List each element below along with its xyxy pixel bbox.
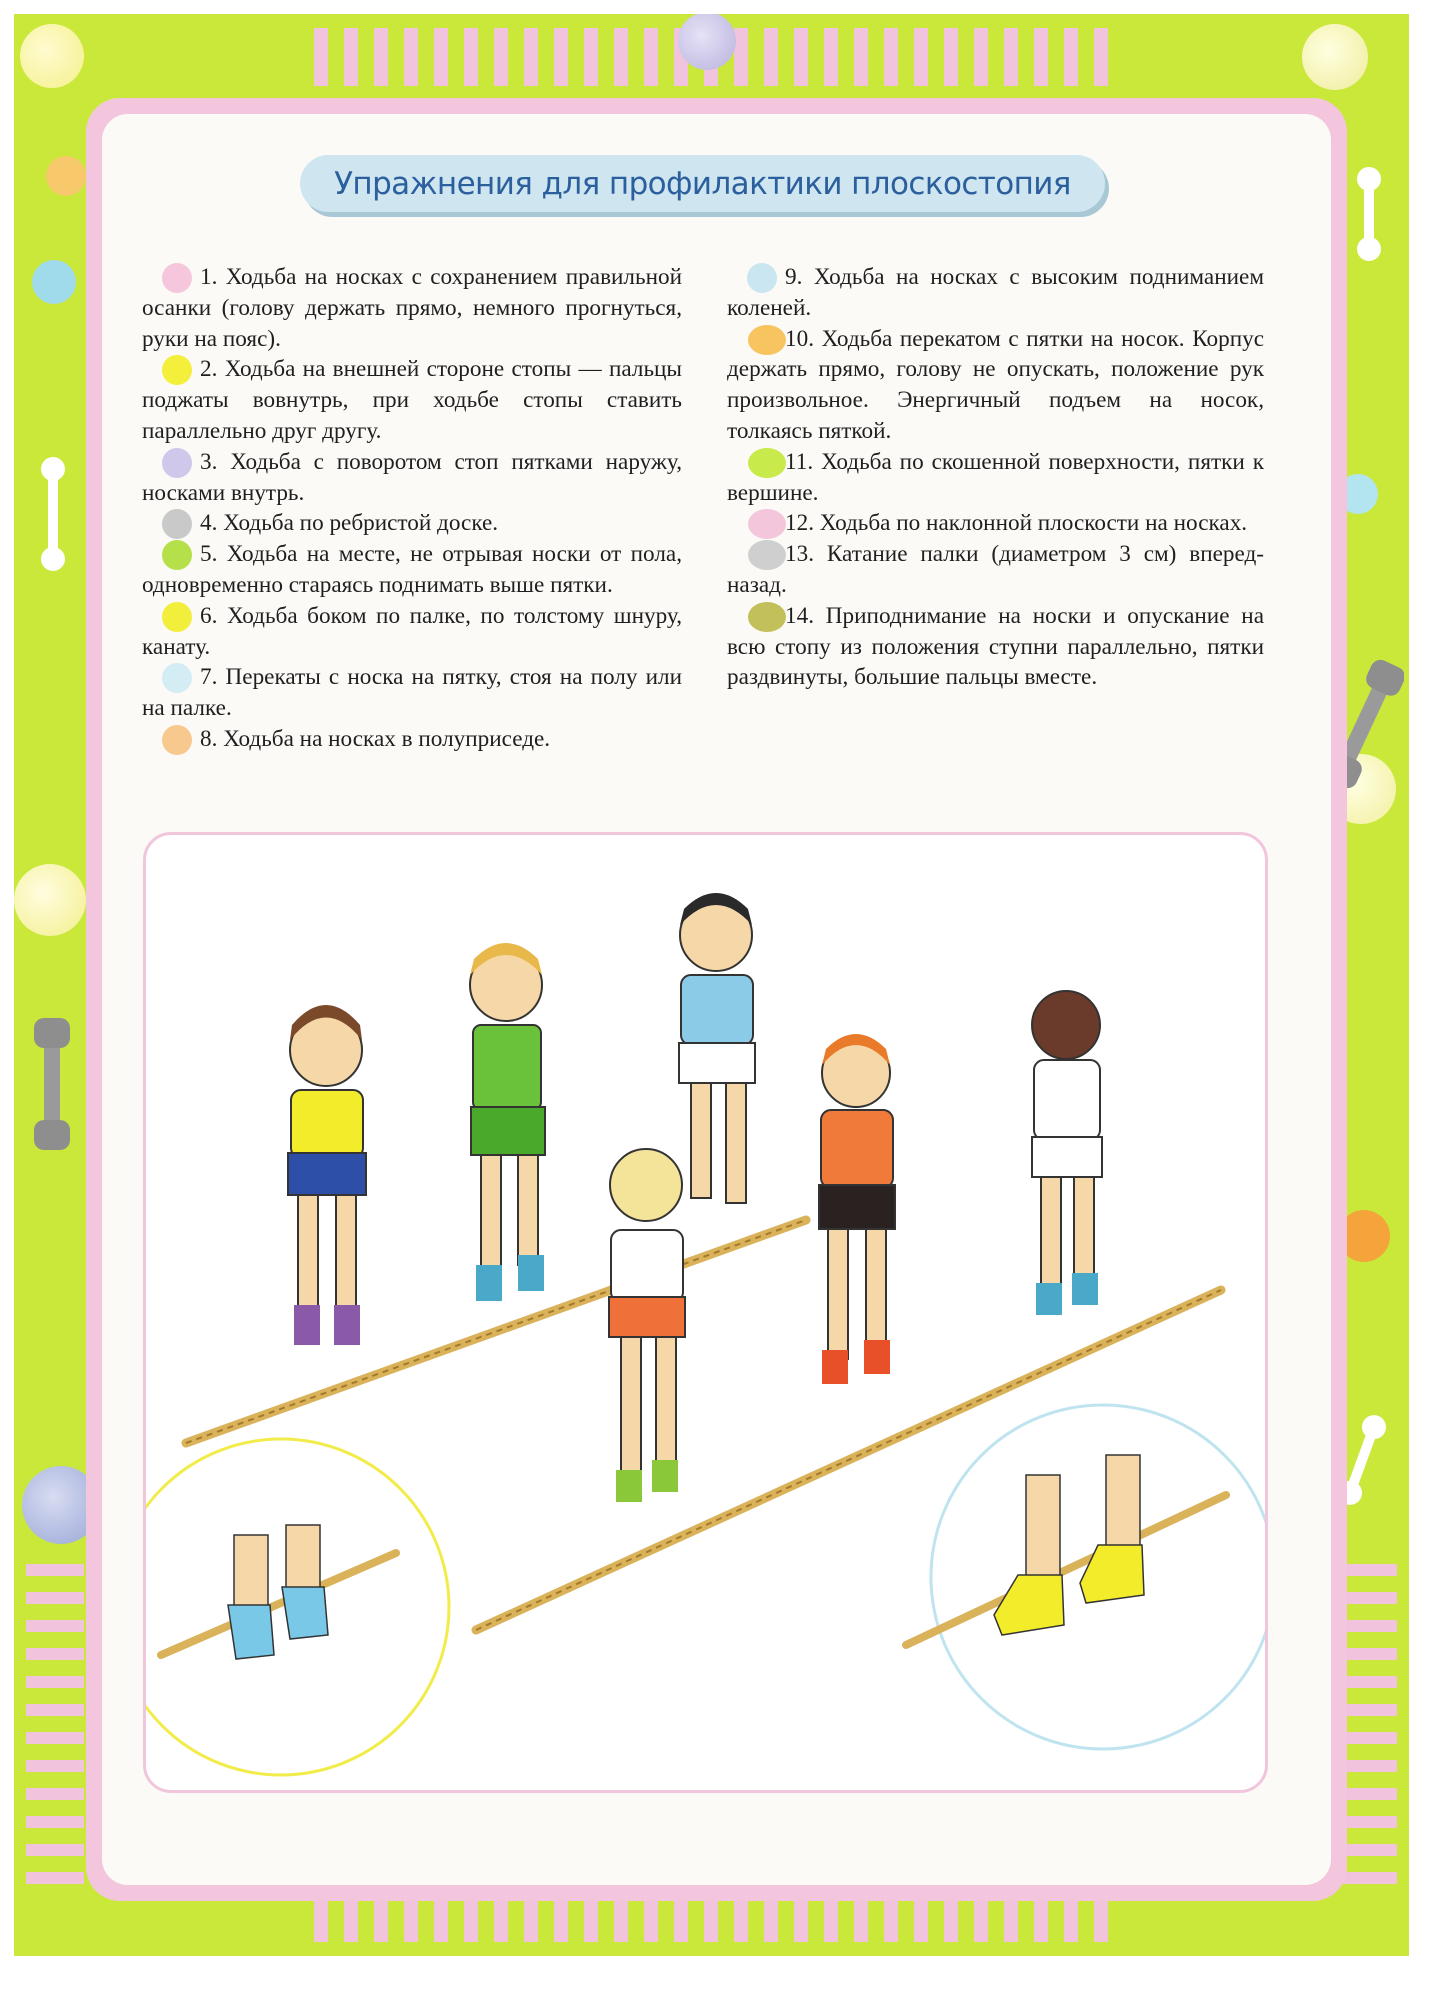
exercise-number: 2. xyxy=(171,354,217,385)
exercise-item xyxy=(727,539,1264,601)
exercise-item xyxy=(727,262,1264,324)
exercise-number: 5. xyxy=(171,539,217,570)
exercise-item xyxy=(727,324,1264,447)
exercise-item xyxy=(142,662,682,724)
exercise-number: 7. xyxy=(171,662,217,693)
exercise-item xyxy=(727,508,1264,539)
exercise-number: 12. xyxy=(756,508,814,539)
exercise-item xyxy=(727,447,1264,509)
exercise-number: 14. xyxy=(756,601,814,632)
ball-decoration xyxy=(32,260,76,304)
right-stripes xyxy=(1339,1564,1397,1894)
exercise-number: 6. xyxy=(171,601,217,632)
exercise-list-right xyxy=(727,262,1264,693)
exercise-item xyxy=(142,354,682,446)
feet-inset-left xyxy=(146,1439,449,1775)
child-figure xyxy=(470,943,545,1301)
dumbbell-decoration xyxy=(24,1014,80,1154)
exercise-item xyxy=(142,724,682,755)
page-title: Упражнения для профилактики плоскостопия xyxy=(334,165,1071,202)
exercise-number: 3. xyxy=(171,447,217,478)
child-figure xyxy=(288,1005,366,1345)
exercise-text: Ходьба боком по палке, по толстому шнуру, канату. xyxy=(142,602,682,660)
exercise-item xyxy=(142,508,682,539)
child-figure xyxy=(609,1149,685,1502)
exercise-text: Ходьба перекатом с пятки на носок. Корпус держать прямо, голову не опускать, положение рук произвольное. Энергичный подъем на носок, толкаясь пяткой. xyxy=(727,325,1265,444)
exercise-item xyxy=(142,601,682,663)
exercise-text: Ходьба на носках с сохранением правильной осанки (голову держать прямо, немного прогнуться, руки на пояс). xyxy=(142,264,682,352)
exercise-item xyxy=(142,262,682,354)
children-walking-illustration xyxy=(146,835,1265,1790)
exercise-number: 9. xyxy=(756,262,802,293)
exercise-text: Ходьба по ребристой доске. xyxy=(223,510,499,537)
ball-decoration xyxy=(46,156,86,196)
child-figure xyxy=(1032,991,1102,1315)
title-banner xyxy=(300,155,1105,212)
exercise-number: 1. xyxy=(171,262,217,293)
exercise-number: 4. xyxy=(171,508,217,539)
ball-decoration xyxy=(14,864,86,936)
exercise-text: Ходьба с поворотом стоп пятками наружу, носками внутрь. xyxy=(142,448,682,506)
exercise-item xyxy=(142,539,682,601)
child-figure xyxy=(819,1034,895,1384)
exercise-text: Ходьба по наклонной плоскости на носках. xyxy=(819,510,1248,537)
feet-inset-right xyxy=(906,1405,1265,1749)
exercise-number: 10. xyxy=(756,324,814,355)
exercise-text: Ходьба на носках в полуприседе. xyxy=(223,725,551,752)
exercise-text: Ходьба на носках с высоким подниманием коленей. xyxy=(727,264,1264,321)
illustration-panel xyxy=(143,832,1268,1793)
exercise-text: Перекаты с носка на пятку, стоя на полу или на палке. xyxy=(142,664,682,722)
ball-decoration xyxy=(678,14,736,70)
child-figure xyxy=(679,893,755,1203)
dumbbell-decoration xyxy=(28,454,78,574)
exercise-item xyxy=(142,447,682,509)
exercise-number: 13. xyxy=(756,539,814,570)
exercise-number: 8. xyxy=(171,724,217,755)
exercise-item xyxy=(727,601,1264,693)
exercise-text: Ходьба по скошенной поверхности, пятки к вершине. xyxy=(727,448,1264,506)
exercise-number: 11. xyxy=(756,447,813,478)
exercise-text: Ходьба на внешней стороне стопы — пальцы поджаты вовнутрь, при ходьбе стопы ставить параллельно друг другу. xyxy=(142,356,683,444)
exercise-list-left xyxy=(142,262,682,755)
exercise-text: Катание палки (диаметром 3 см) вперед-назад. xyxy=(727,541,1264,598)
exercise-text: Ходьба на месте, не отрывая носки от пола, одновременно стараясь поднимать выше пятки. xyxy=(142,541,683,598)
ball-decoration xyxy=(1302,24,1368,90)
exercise-text: Приподнимание на носки и опускание на всю стопу из положения ступни параллельно, пятки раздвинуты, большие пальцы вместе. xyxy=(727,602,1264,691)
dumbbell-decoration xyxy=(1344,164,1394,264)
left-stripes xyxy=(26,1564,84,1894)
ball-decoration xyxy=(20,24,84,88)
